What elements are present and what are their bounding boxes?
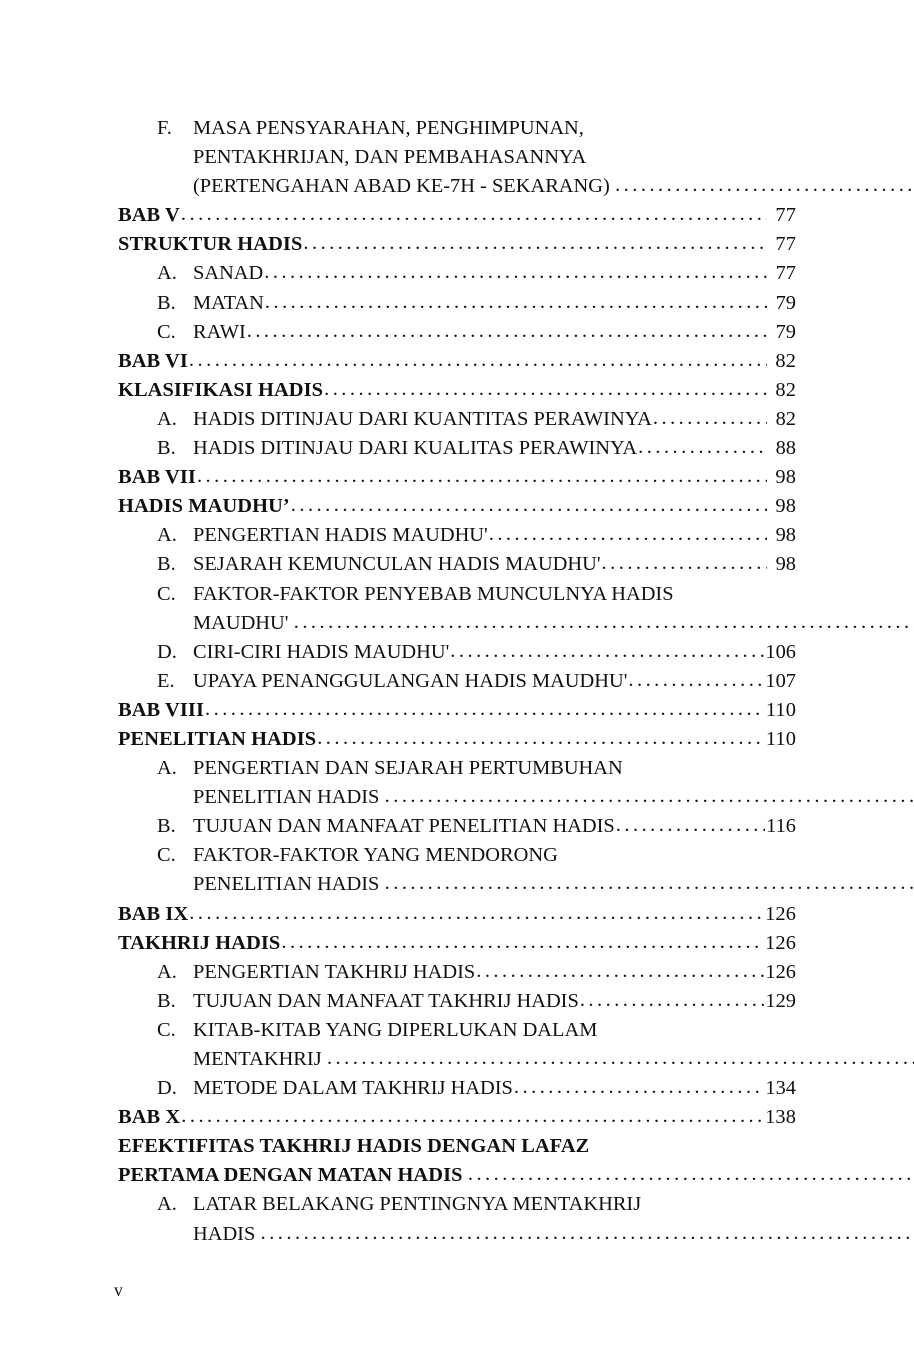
toc-entry-line bbox=[157, 841, 796, 870]
toc-entry-row bbox=[157, 667, 796, 696]
toc-entry-label-group bbox=[157, 987, 579, 1016]
toc-leader-dots bbox=[289, 611, 914, 633]
toc-entry-label-group bbox=[118, 463, 196, 492]
toc-entry-label-group bbox=[118, 1164, 463, 1186]
toc-page-number: 116 bbox=[766, 815, 796, 838]
toc-page-number: 98 bbox=[775, 524, 796, 547]
toc-entry-marker: B. bbox=[157, 553, 176, 576]
toc-leader-dots bbox=[247, 317, 767, 346]
toc-entry-row bbox=[157, 521, 796, 550]
toc-page-number: 134 bbox=[765, 1077, 796, 1100]
toc-entry-label-group bbox=[157, 958, 475, 987]
toc-entry-label-group bbox=[157, 550, 601, 579]
toc-page-number: 98 bbox=[775, 553, 796, 576]
toc-entry-line bbox=[157, 1016, 796, 1045]
toc-entry-marker: A. bbox=[157, 407, 177, 430]
toc-leader-dots bbox=[189, 346, 767, 375]
toc-entry-row bbox=[118, 1161, 796, 1190]
toc-page-number: 77 bbox=[775, 262, 796, 285]
toc-leader-dots bbox=[611, 174, 914, 196]
toc-entry-label: EFEKTIFITAS TAKHRIJ HADIS DENGAN LAFAZ bbox=[118, 1135, 590, 1158]
toc-leader-dots bbox=[265, 288, 767, 317]
toc-entry[interactable] bbox=[118, 900, 796, 929]
toc-entry[interactable] bbox=[118, 958, 796, 987]
toc-entry[interactable] bbox=[118, 1103, 796, 1132]
toc-entry[interactable] bbox=[118, 1190, 796, 1248]
toc-entry-marker: D. bbox=[157, 1077, 177, 1100]
toc-entry-label-group bbox=[193, 175, 610, 197]
toc-entry-row bbox=[118, 1103, 796, 1132]
toc-entry-label: PENELITIAN HADIS bbox=[193, 873, 380, 896]
toc-leader-dots bbox=[281, 928, 764, 957]
toc-entry-row bbox=[118, 376, 796, 405]
toc-entry-marker: C. bbox=[157, 320, 176, 343]
toc-leader-dots bbox=[489, 520, 767, 549]
toc-entry-label: HADIS bbox=[193, 1222, 256, 1245]
toc-leader-dots bbox=[323, 1047, 914, 1069]
toc-entry-label: PENGERTIAN HADIS MAUDHU' bbox=[193, 524, 488, 547]
toc-entry-row bbox=[118, 900, 796, 929]
toc-entry-label: METODE DALAM TAKHRIJ HADIS bbox=[193, 1077, 513, 1100]
toc-entry[interactable] bbox=[118, 638, 796, 667]
toc-entry[interactable] bbox=[118, 667, 796, 696]
toc-entry-line bbox=[118, 1132, 796, 1161]
toc-leader-dots bbox=[628, 666, 764, 695]
toc-leader-dots bbox=[317, 724, 765, 753]
toc-entry[interactable] bbox=[118, 289, 796, 318]
toc-entry[interactable] bbox=[118, 318, 796, 347]
toc-entry-row bbox=[157, 318, 796, 347]
toc-leader-dots bbox=[638, 433, 767, 462]
toc-entry-row bbox=[157, 870, 832, 899]
toc-leader-dots bbox=[653, 404, 767, 433]
toc-leader-dots bbox=[602, 549, 767, 578]
toc-leader-dots bbox=[291, 491, 767, 520]
toc-entry-label-group bbox=[157, 259, 263, 288]
toc-entry-row bbox=[157, 1045, 832, 1074]
toc-entry-label: FAKTOR-FAKTOR PENYEBAB MUNCULNYA HADIS bbox=[193, 582, 674, 605]
toc-leader-dots bbox=[476, 957, 764, 986]
toc-entry-marker: B. bbox=[157, 989, 176, 1012]
toc-page-number: 126 bbox=[765, 960, 796, 983]
toc-entry-row bbox=[157, 958, 796, 987]
toc-leader-dots bbox=[181, 1102, 764, 1131]
toc-entry[interactable] bbox=[118, 987, 796, 1016]
toc-leader-dots bbox=[303, 229, 767, 258]
toc-entry-label: TUJUAN DAN MANFAAT TAKHRIJ HADIS bbox=[193, 989, 579, 1012]
toc-entry-label-group bbox=[118, 1103, 180, 1132]
toc-page-number: 110 bbox=[765, 727, 796, 750]
toc-page-number: 77 bbox=[775, 233, 796, 256]
toc-entry-marker: C. bbox=[157, 582, 176, 605]
toc-leader-dots bbox=[616, 811, 765, 840]
toc-entry[interactable] bbox=[118, 405, 796, 434]
table-of-contents bbox=[118, 114, 796, 1249]
toc-leader-dots bbox=[324, 375, 767, 404]
toc-entry-row bbox=[157, 172, 832, 201]
toc-entry[interactable] bbox=[118, 259, 796, 288]
toc-entry-label-group bbox=[118, 696, 204, 725]
toc-leader-dots bbox=[450, 637, 764, 666]
toc-entry-line bbox=[157, 580, 796, 609]
toc-entry[interactable] bbox=[118, 1132, 796, 1190]
toc-entry-row bbox=[157, 609, 832, 638]
toc-page-number: 79 bbox=[775, 320, 796, 343]
toc-entry-label: CIRI-CIRI HADIS MAUDHU' bbox=[193, 640, 450, 663]
toc-entry-row bbox=[157, 1074, 796, 1103]
toc-entry-label: SANAD bbox=[193, 262, 264, 285]
toc-entry-label-group bbox=[118, 929, 280, 958]
toc-leader-dots bbox=[464, 1163, 914, 1185]
toc-leader-dots bbox=[380, 785, 914, 807]
toc-entry-marker: A. bbox=[157, 960, 177, 983]
toc-page-number: 79 bbox=[775, 291, 796, 314]
toc-page-number: 107 bbox=[765, 669, 796, 692]
toc-entry-marker: D. bbox=[157, 640, 177, 663]
toc-page-number: 126 bbox=[765, 931, 796, 954]
toc-page-number: 77 bbox=[775, 204, 796, 227]
toc-entry-label: PENTAKHRIJAN, DAN PEMBAHASANNYA bbox=[193, 146, 587, 169]
toc-entry-label-group bbox=[157, 434, 637, 463]
toc-page-number: 98 bbox=[775, 495, 796, 518]
toc-entry-label-group bbox=[157, 289, 264, 318]
toc-entry-line bbox=[157, 143, 796, 172]
toc-entry-marker: F. bbox=[157, 117, 172, 139]
toc-entry-row bbox=[157, 783, 832, 812]
toc-entry-label-group bbox=[193, 786, 379, 808]
toc-entry-label-group bbox=[157, 667, 627, 696]
toc-entry-label: TAKHRIJ HADIS bbox=[118, 931, 281, 954]
toc-entry-row bbox=[157, 434, 796, 463]
toc-entry-label: RAWI bbox=[193, 320, 246, 343]
toc-entry-label: HADIS MAUDHU’ bbox=[118, 495, 290, 518]
toc-entry-line bbox=[157, 1190, 796, 1219]
toc-entry-label-group bbox=[118, 725, 316, 754]
toc-entry-marker: C. bbox=[157, 1018, 176, 1041]
toc-entry-label: BAB VI bbox=[118, 349, 188, 372]
toc-entry-label-group bbox=[157, 812, 615, 841]
toc-entry-label: MAUDHU' bbox=[193, 611, 289, 634]
toc-entry-row bbox=[118, 492, 796, 521]
toc-entry-label: STRUKTUR HADIS bbox=[118, 233, 303, 256]
toc-entry-label: SEJARAH KEMUNCULAN HADIS MAUDHU' bbox=[193, 553, 601, 576]
toc-leader-dots bbox=[580, 986, 765, 1015]
toc-entry-label-group bbox=[118, 201, 180, 230]
toc-entry-label: PENELITIAN HADIS bbox=[193, 786, 380, 809]
toc-entry-label: MASA PENSYARAHAN, PENGHIMPUNAN, bbox=[193, 117, 584, 139]
toc-page-number: 129 bbox=[765, 989, 796, 1012]
toc-entry-label-group bbox=[118, 347, 188, 376]
toc-entry-row bbox=[118, 929, 796, 958]
toc-entry[interactable] bbox=[118, 463, 796, 492]
toc-entry-label: BAB X bbox=[118, 1106, 181, 1129]
toc-entry[interactable] bbox=[118, 114, 796, 201]
toc-entry-line bbox=[157, 114, 796, 143]
toc-entry-label: HADIS DITINJAU DARI KUALITAS PERAWINYA bbox=[193, 437, 638, 460]
toc-leader-dots bbox=[197, 462, 767, 491]
toc-entry-label: PENGERTIAN DAN SEJARAH PERTUMBUHAN bbox=[193, 757, 623, 780]
toc-entry[interactable] bbox=[118, 1074, 796, 1103]
toc-entry-marker: A. bbox=[157, 757, 177, 780]
toc-entry-label-group bbox=[118, 492, 290, 521]
page-folio: v bbox=[114, 1280, 123, 1300]
toc-entry-label-group bbox=[157, 638, 449, 667]
toc-entry[interactable] bbox=[118, 725, 796, 754]
toc-entry-marker: E. bbox=[157, 669, 175, 692]
toc-entry-label: PERTAMA DENGAN MATAN HADIS bbox=[118, 1164, 463, 1187]
toc-entry[interactable] bbox=[118, 230, 796, 259]
toc-entry-row bbox=[157, 1220, 832, 1249]
toc-entry-label: MENTAKHRIJ bbox=[193, 1048, 322, 1070]
toc-entry-label: TUJUAN DAN MANFAAT PENELITIAN HADIS bbox=[193, 815, 615, 838]
toc-entry-line bbox=[157, 754, 796, 783]
toc-entry-label-group bbox=[118, 230, 302, 259]
toc-entry[interactable] bbox=[118, 521, 796, 550]
toc-entry[interactable] bbox=[118, 1016, 796, 1074]
toc-entry-row bbox=[157, 289, 796, 318]
toc-entry-marker: B. bbox=[157, 815, 176, 838]
toc-entry-label: PENGERTIAN TAKHRIJ HADIS bbox=[193, 960, 476, 983]
toc-entry-row bbox=[157, 259, 796, 288]
toc-entry-row bbox=[157, 987, 796, 1016]
toc-entry-row bbox=[118, 230, 796, 259]
toc-entry-row bbox=[157, 550, 796, 579]
toc-entry-label: HADIS DITINJAU DARI KUANTITAS PERAWINYA bbox=[193, 407, 652, 430]
toc-leader-dots bbox=[205, 695, 765, 724]
toc-leader-dots bbox=[256, 1222, 914, 1244]
toc-page-number: 82 bbox=[775, 378, 796, 401]
toc-entry[interactable] bbox=[118, 347, 796, 376]
toc-entry-label: BAB IX bbox=[118, 902, 189, 925]
toc-entry-label-group bbox=[193, 873, 379, 895]
toc-entry-label: KITAB-KITAB YANG DIPERLUKAN DALAM bbox=[193, 1018, 598, 1041]
toc-entry[interactable] bbox=[118, 376, 796, 405]
toc-entry[interactable] bbox=[118, 841, 796, 899]
toc-entry-label-group bbox=[157, 318, 246, 347]
toc-entry[interactable] bbox=[118, 580, 796, 638]
toc-entry-label-group bbox=[157, 1074, 513, 1103]
toc-leader-dots bbox=[181, 200, 767, 229]
toc-entry-marker: B. bbox=[157, 291, 176, 314]
toc-entry-label-group bbox=[157, 405, 652, 434]
toc-entry-label: BAB VIII bbox=[118, 698, 204, 721]
toc-entry[interactable] bbox=[118, 929, 796, 958]
toc-entry-marker: A. bbox=[157, 1193, 177, 1216]
toc-entry-label-group bbox=[193, 1048, 322, 1070]
toc-page-number: 88 bbox=[775, 437, 796, 460]
toc-entry-row bbox=[118, 696, 796, 725]
toc-entry-label: FAKTOR-FAKTOR YANG MENDORONG bbox=[193, 844, 558, 867]
toc-entry-label: (PERTENGAHAN ABAD KE-7H - SEKARANG) bbox=[193, 175, 610, 198]
toc-entry-row bbox=[157, 405, 796, 434]
toc-page-number: 110 bbox=[765, 698, 796, 721]
toc-entry-label: BAB V bbox=[118, 204, 180, 227]
toc-entry-marker: B. bbox=[157, 437, 176, 460]
toc-page-number: 106 bbox=[765, 640, 796, 663]
toc-leader-dots bbox=[514, 1073, 765, 1102]
toc-entry-marker: A. bbox=[157, 262, 177, 285]
toc-entry[interactable] bbox=[118, 492, 796, 521]
toc-entry-row bbox=[118, 347, 796, 376]
toc-entry[interactable] bbox=[118, 201, 796, 230]
toc-entry[interactable] bbox=[118, 696, 796, 725]
toc-entry[interactable] bbox=[118, 812, 796, 841]
toc-entry-label: PENELITIAN HADIS bbox=[118, 727, 317, 750]
toc-entry[interactable] bbox=[118, 434, 796, 463]
toc-page-number: 98 bbox=[775, 466, 796, 489]
toc-entry-label: UPAYA PENANGGULANGAN HADIS MAUDHU' bbox=[193, 669, 628, 692]
toc-entry-label: MATAN bbox=[193, 291, 264, 314]
toc-entry-label-group bbox=[118, 376, 323, 405]
toc-entry-marker: C. bbox=[157, 844, 176, 867]
toc-page-number: 126 bbox=[765, 902, 796, 925]
toc-entry[interactable] bbox=[118, 550, 796, 579]
toc-leader-dots bbox=[189, 899, 764, 928]
toc-page-number: 82 bbox=[775, 349, 796, 372]
toc-page-number: 138 bbox=[765, 1106, 796, 1129]
toc-entry[interactable] bbox=[118, 754, 796, 812]
toc-entry-label-group bbox=[193, 612, 288, 634]
toc-entry-row bbox=[118, 463, 796, 492]
toc-leader-dots bbox=[264, 258, 767, 287]
toc-entry-label: KLASIFIKASI HADIS bbox=[118, 378, 324, 401]
toc-entry-label: BAB VII bbox=[118, 466, 196, 489]
toc-entry-row bbox=[118, 725, 796, 754]
toc-entry-row bbox=[157, 638, 796, 667]
toc-entry-label-group bbox=[193, 1223, 255, 1245]
toc-page-number: 82 bbox=[775, 407, 796, 430]
toc-entry-label: LATAR BELAKANG PENTINGNYA MENTAKHRIJ bbox=[193, 1193, 642, 1216]
toc-entry-row bbox=[157, 812, 796, 841]
toc-entry-marker: A. bbox=[157, 524, 177, 547]
toc-entry-row bbox=[118, 201, 796, 230]
toc-leader-dots bbox=[380, 872, 914, 894]
toc-entry-label-group bbox=[157, 521, 488, 550]
toc-entry-label-group bbox=[118, 900, 188, 929]
